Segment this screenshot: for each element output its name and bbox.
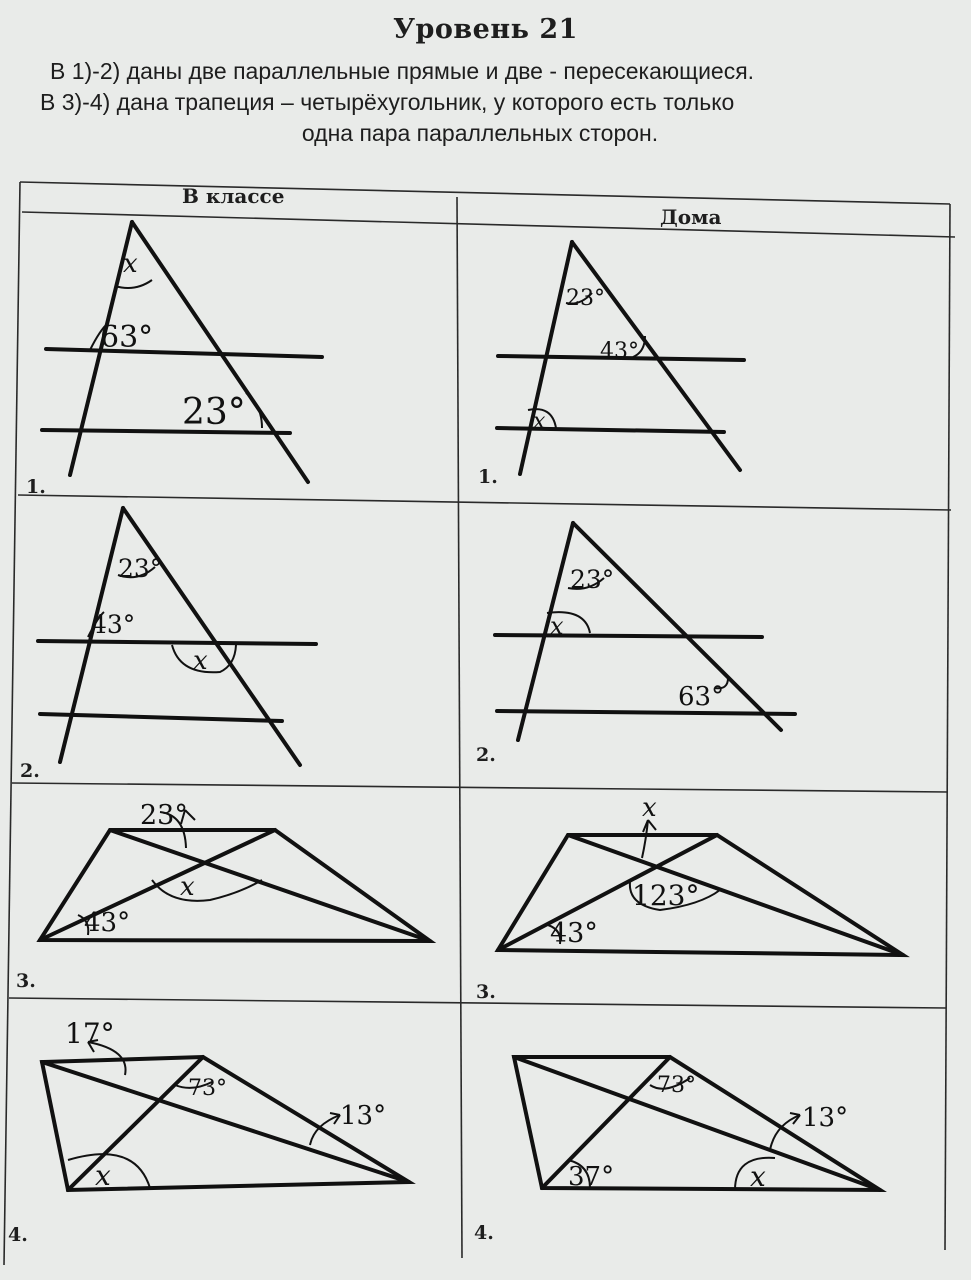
intro-line-1: В 1)-2) даны две параллельные прямые и две - пересекающиеся. bbox=[50, 58, 755, 84]
intro-line-2: В 3)-4) дана трапеция – четырёхугольник, у которого есть только bbox=[40, 89, 735, 115]
figure-right-1 bbox=[497, 242, 744, 474]
figure-left-1 bbox=[42, 222, 322, 482]
angle-label: 73° bbox=[188, 1076, 227, 1101]
problem-number: 4. bbox=[474, 1222, 494, 1244]
figure-left-3 bbox=[40, 800, 430, 941]
figure-right-3 bbox=[498, 793, 903, 955]
column-header-class: В классе bbox=[182, 184, 285, 208]
page-title: Уровень 21 bbox=[393, 14, 578, 45]
angle-label: x bbox=[550, 612, 564, 640]
problem-number: 1. bbox=[26, 476, 46, 498]
angle-label: x bbox=[180, 872, 195, 902]
angle-label: 37° bbox=[568, 1162, 615, 1192]
angle-label: 43° bbox=[84, 908, 131, 938]
angle-label: 17° bbox=[65, 1017, 115, 1050]
problem-number: 2. bbox=[20, 760, 40, 782]
problem-number: 3. bbox=[16, 970, 36, 992]
problem-number: 2. bbox=[476, 744, 496, 766]
angle-label: 13° bbox=[802, 1103, 849, 1133]
angle-label: x bbox=[95, 1159, 111, 1192]
angle-label: 23° bbox=[140, 800, 188, 831]
angle-label: x bbox=[123, 249, 138, 279]
angle-label: 23° bbox=[570, 565, 615, 594]
angle-label: 63° bbox=[100, 320, 154, 355]
figure-right-4 bbox=[514, 1057, 880, 1193]
problem-number: 1. bbox=[478, 466, 498, 488]
figure-right-2 bbox=[495, 523, 795, 740]
angle-label: 73° bbox=[657, 1073, 696, 1098]
angle-label: 23° bbox=[182, 392, 246, 433]
angle-label: 13° bbox=[340, 1101, 387, 1131]
angle-label: 123° bbox=[632, 879, 700, 912]
figure-left-2 bbox=[38, 508, 316, 765]
angle-label: 23° bbox=[566, 286, 605, 311]
column-header-home: Дома bbox=[660, 205, 722, 229]
angle-label: 63° bbox=[678, 682, 725, 712]
angle-label: 43° bbox=[91, 610, 136, 639]
angle-label: 23° bbox=[118, 554, 163, 583]
problem-number: 3. bbox=[476, 981, 496, 1003]
angle-label: x bbox=[642, 793, 657, 823]
angle-label: 43° bbox=[550, 918, 598, 949]
angle-label: x bbox=[533, 409, 546, 434]
angle-label: x bbox=[193, 646, 208, 676]
problem-number: 4. bbox=[8, 1224, 28, 1246]
angle-label: x bbox=[750, 1160, 766, 1193]
angle-label: 43° bbox=[600, 339, 639, 364]
figure-left-4 bbox=[42, 1017, 409, 1192]
intro-line-3: одна пара параллельных сторон. bbox=[301, 120, 659, 146]
